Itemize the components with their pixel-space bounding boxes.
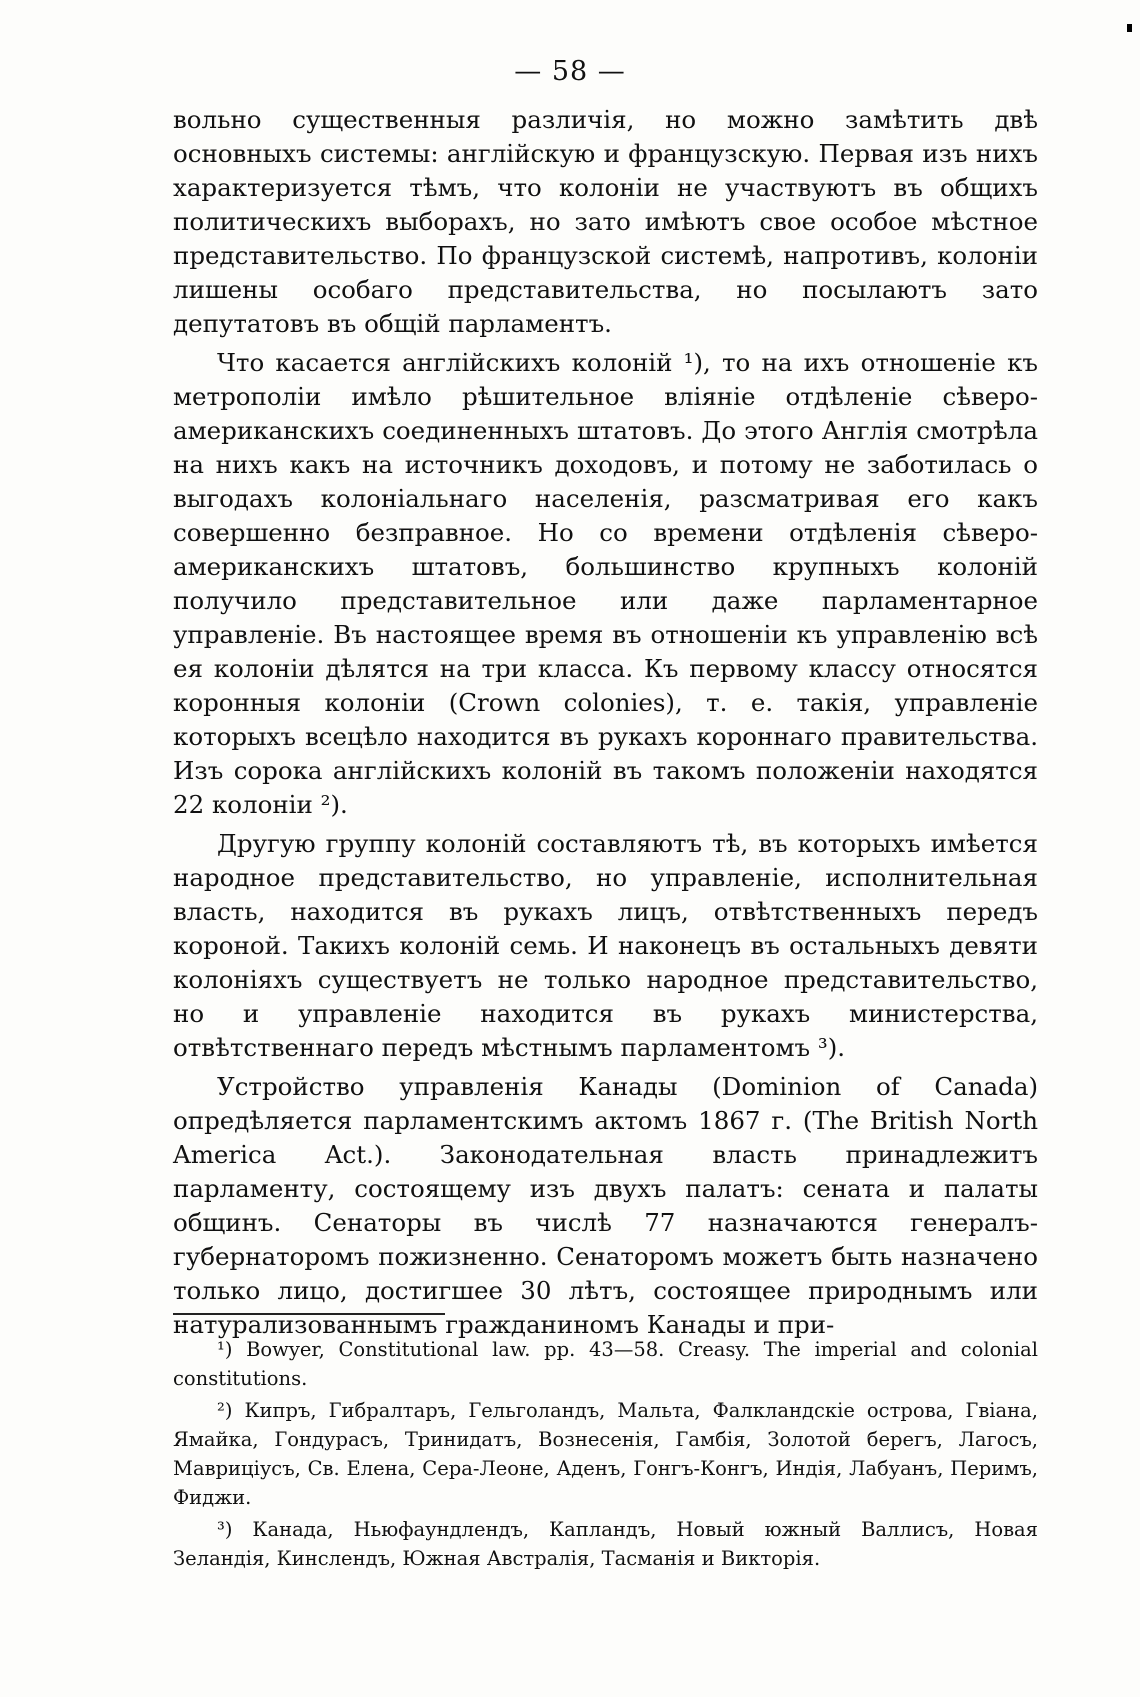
page-number: — 58 — [514, 56, 626, 87]
footnote-2: ²) Кипръ, Гибралтаръ, Гельголандъ, Мальта, Фалкландскіе острова, Гвіана, Ямайка, Гондурасъ, Тринидатъ, Вознесенія, Гамбія, Золотой берегъ, Лагосъ, Мавриціусъ, Св. Елена, Сера-Леоне, Аденъ, Гонгъ-Конгъ, Индія, Лабуанъ, Перимъ, Фиджи. [173, 1399, 1038, 1509]
footnotes [173, 1335, 1038, 1576]
paragraph-3: Другую группу колоній составляютъ тѣ, въ которыхъ имѣется народное представительство, но управленіе, исполнительная власть, находится въ рукахъ лицъ, отвѣтственныхъ передъ короной. Такихъ колоній семь. И наконецъ въ остальныхъ девяти колоніяхъ существуетъ не только народное представительство, но и управленіе находится въ рукахъ министерства, отвѣтственнаго передъ мѣстнымъ парламентомъ ³). [173, 829, 1038, 1062]
paragraph-1: вольно существенныя различія, но можно замѣтить двѣ основныхъ системы: англійскую и французскую. Первая изъ нихъ характеризуется тѣмъ, что колоніи не участвуютъ въ общихъ политическихъ выборахъ, но зато имѣютъ свое особое мѣстное представительство. По французской системѣ, напротивъ, колоніи лишены особаго представительства, но посылаютъ зато депутатовъ въ общій парламентъ. [173, 105, 1038, 338]
footnote-1: ¹) Bowyer, Constitutional law. pp. 43—58. Creasy. The imperial and colonial constitutions. [173, 1338, 1038, 1390]
paragraph-4: Устройство управленія Канады (Dominion of Canada) опредѣляется парламентскимъ актомъ 1867 г. (The British North America Act.). Законодательная власть принадлежитъ парламенту, состоящему изъ двухъ палатъ: сената и палаты общинъ. Сенаторы въ числѣ 77 назначаются генералъ-губернаторомъ пожизненно. Сенаторомъ можетъ быть назначено только лицо, достигшее 30 лѣтъ, состоящее природнымъ или натурализованнымъ гражданиномъ Канады и при- [173, 1072, 1038, 1339]
scan-speck [1127, 24, 1132, 32]
footnote-3: ³) Канада, Ньюфаундлендъ, Капландъ, Новый южный Валлисъ, Новая Зеландія, Кинслендъ, Южная Австралія, Тасманія и Викторія. [173, 1518, 1038, 1570]
footnote-divider [173, 1313, 445, 1315]
paragraph-2: Что касается англійскихъ колоній ¹), то на ихъ отношеніе къ метрополіи имѣло рѣшительное вліяніе отдѣленіе сѣверо-американскихъ соединенныхъ штатовъ. До этого Англія смотрѣла на нихъ какъ на источникъ доходовъ, и потому не заботилась о выгодахъ колоніальнаго населенія, разсматривая его какъ совершенно безправное. Но со времени отдѣленія сѣверо-американскихъ штатовъ, большинство крупныхъ колоній получило представительное или даже парламентарное управленіе. Въ настоящее время въ отношеніи къ управленію всѣ ея колоніи дѣлятся на три класса. Къ первому классу относятся коронныя колоніи (Crown colonies), т. е. такія, управленіе которыхъ всецѣло находится въ рукахъ короннаго правительства. Изъ сорока англійскихъ колоній въ такомъ положеніи находятся 22 колоніи ²). [173, 348, 1038, 819]
main-text [173, 103, 1038, 1347]
